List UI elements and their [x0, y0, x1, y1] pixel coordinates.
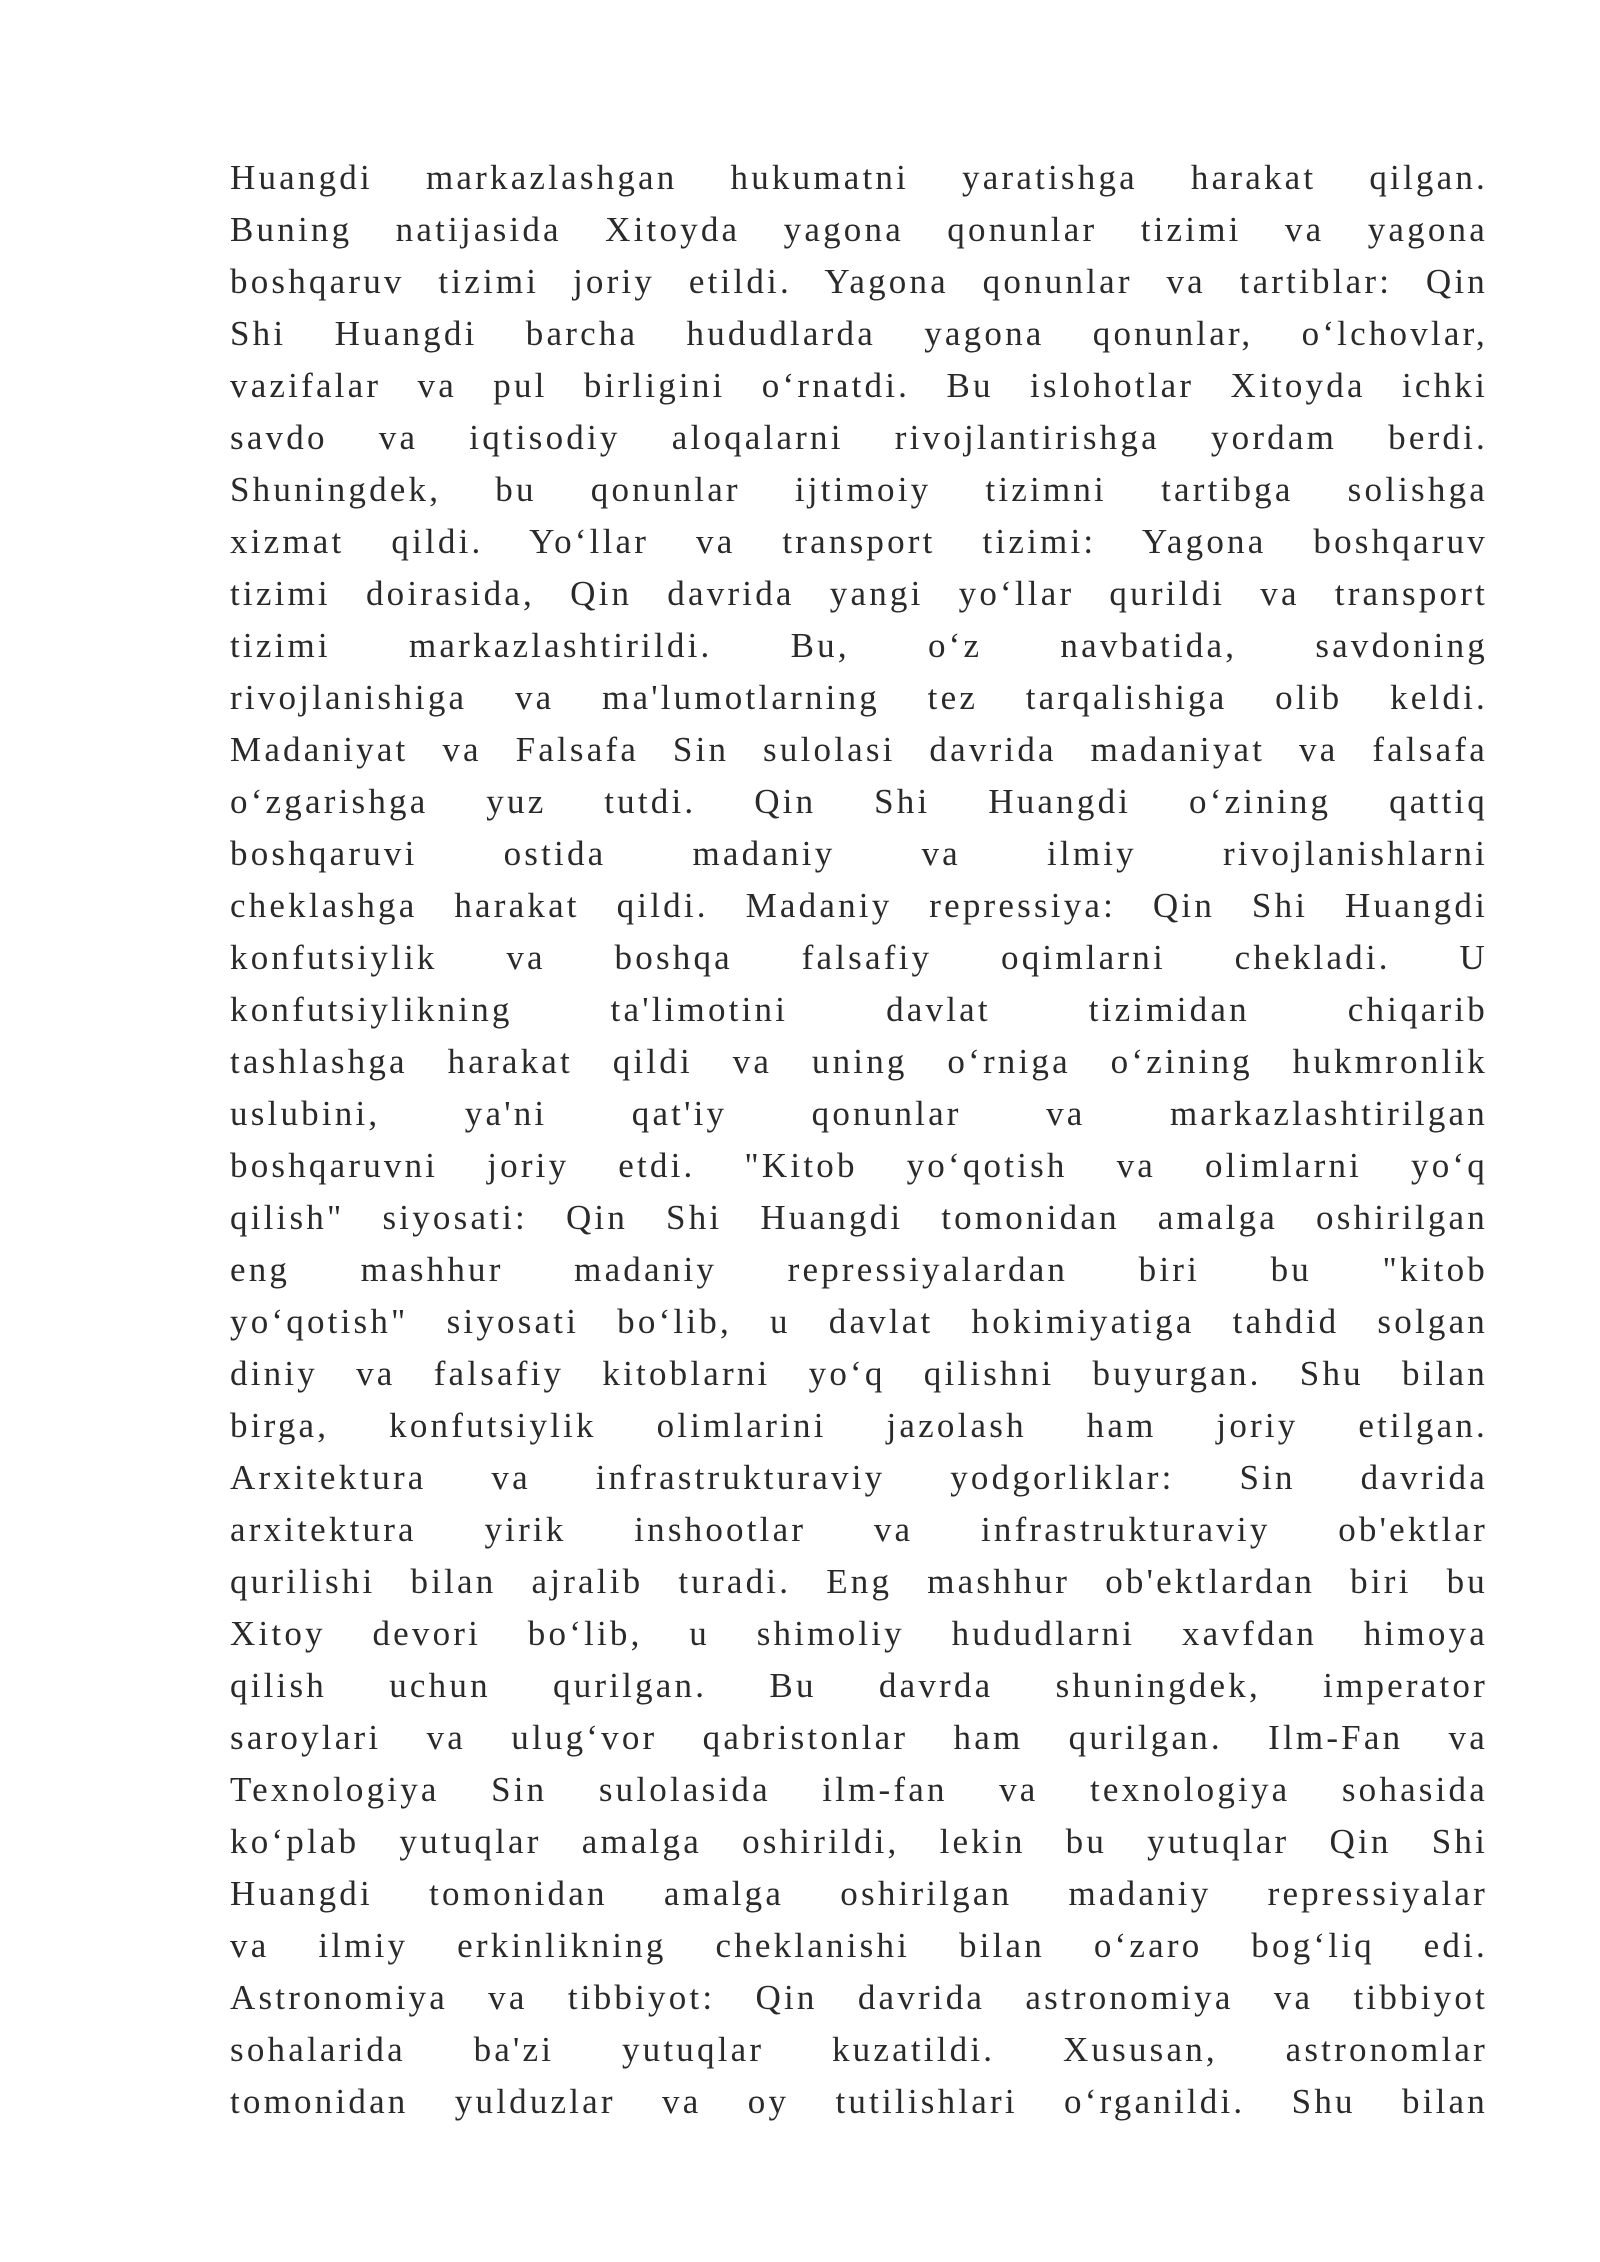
text-line: eng mashhur madaniy repressiyalardan biri bu "kitob [230, 1250, 1488, 1289]
text-line: ko‘plab yutuqlar amalga oshirildi, lekin bu yutuqlar Qin Shi [230, 1822, 1488, 1861]
text-line: rivojlanishiga va ma'lumotlarning tez tarqalishiga olib keldi. [230, 678, 1488, 717]
text-line: tomonidan yulduzlar va oy tutilishlari o‘rganildi. Shu bilan [230, 2082, 1488, 2121]
text-line: Astronomiya va tibbiyot: Qin davrida astronomiya va tibbiyot [230, 1978, 1488, 2017]
text-line: diniy va falsafiy kitoblarni yo‘q qilishni buyurgan. Shu bilan [230, 1354, 1488, 1393]
text-line: birga, konfutsiylik olimlarini jazolash ham joriy etilgan. [230, 1406, 1488, 1445]
text-line: qurilishi bilan ajralib turadi. Eng mashhur ob'ektlardan biri bu [230, 1562, 1488, 1601]
text-line: savdo va iqtisodiy aloqalarni rivojlantirishga yordam berdi. [230, 418, 1488, 457]
text-line: Buning natijasida Xitoyda yagona qonunlar tizimi va yagona [230, 210, 1488, 249]
text-line: va ilmiy erkinlikning cheklanishi bilan o‘zaro bog‘liq edi. [230, 1926, 1488, 1965]
text-line: konfutsiylikning ta'limotini davlat tizimidan chiqarib [230, 990, 1488, 1029]
text-line: uslubini, ya'ni qat'iy qonunlar va markazlashtirilgan [230, 1094, 1488, 1133]
text-line: Huangdi markazlashgan hukumatni yaratishga harakat qilgan. [230, 158, 1488, 197]
text-line: Madaniyat va Falsafa Sin sulolasi davrida madaniyat va falsafa [230, 730, 1488, 769]
text-line: tizimi doirasida, Qin davrida yangi yo‘llar qurildi va transport [230, 574, 1488, 613]
text-line: tashlashga harakat qildi va uning o‘rniga o‘zining hukmronlik [230, 1042, 1488, 1081]
text-line: sohalarida ba'zi yutuqlar kuzatildi. Xususan, astronomlar [230, 2030, 1488, 2069]
text-line: Huangdi tomonidan amalga oshirilgan madaniy repressiyalar [230, 1874, 1488, 1913]
text-line: xizmat qildi. Yo‘llar va transport tizimi: Yagona boshqaruv [230, 522, 1488, 561]
text-line: cheklashga harakat qildi. Madaniy repressiya: Qin Shi Huangdi [230, 886, 1488, 925]
text-line: o‘zgarishga yuz tutdi. Qin Shi Huangdi o‘zining qattiq [230, 782, 1488, 821]
text-line: tizimi markazlashtirildi. Bu, o‘z navbatida, savdoning [230, 626, 1488, 665]
body-text [230, 152, 1488, 2128]
text-line: Texnologiya Sin sulolasida ilm-fan va texnologiya sohasida [230, 1770, 1488, 1809]
text-line: boshqaruvni joriy etdi. "Kitob yo‘qotish va olimlarni yo‘q [230, 1146, 1488, 1185]
text-line: Shuningdek, bu qonunlar ijtimoiy tizimni tartibga solishga [230, 470, 1488, 509]
text-line: vazifalar va pul birligini o‘rnatdi. Bu islohotlar Xitoyda ichki [230, 366, 1488, 405]
text-line: arxitektura yirik inshootlar va infrastrukturaviy ob'ektlar [230, 1510, 1488, 1549]
text-line: qilish uchun qurilgan. Bu davrda shuningdek, imperator [230, 1666, 1488, 1705]
text-line: boshqaruv tizimi joriy etildi. Yagona qonunlar va tartiblar: Qin [230, 262, 1488, 301]
text-line: yo‘qotish" siyosati bo‘lib, u davlat hokimiyatiga tahdid solgan [230, 1302, 1488, 1341]
text-line: Shi Huangdi barcha hududlarda yagona qonunlar, o‘lchovlar, [230, 314, 1488, 353]
text-line: konfutsiylik va boshqa falsafiy oqimlarni chekladi. U [230, 938, 1488, 977]
text-line: Xitoy devori bo‘lib, u shimoliy hududlarni xavfdan himoya [230, 1614, 1488, 1653]
text-line: Arxitektura va infrastrukturaviy yodgorliklar: Sin davrida [230, 1458, 1488, 1497]
text-line: boshqaruvi ostida madaniy va ilmiy rivojlanishlarni [230, 834, 1488, 873]
text-line: saroylari va ulug‘vor qabristonlar ham qurilgan. Ilm-Fan va [230, 1718, 1488, 1757]
text-line: qilish" siyosati: Qin Shi Huangdi tomonidan amalga oshirilgan [230, 1198, 1488, 1237]
